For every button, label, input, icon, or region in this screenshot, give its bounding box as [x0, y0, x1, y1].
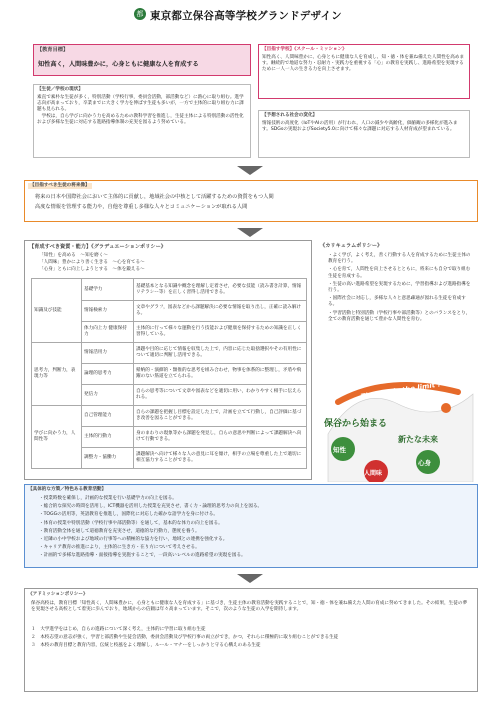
table-row [32, 343, 307, 364]
gp-desc-cell: 基礎基本となる知識や概念を理解し定着させ，必要な技能（読み書き計算，情報リテラシー等）を正しく習得し活用できる。 [134, 279, 307, 301]
list-item: ・計画的で多様な進路指導・面接指導を実施することで，一段高いレベルの進路希望の実現を図る。 [39, 553, 246, 559]
curriculum-policy-tag: 《カリキュラムポリシー》 [320, 243, 383, 249]
student-status-text: 素直で素朴な生徒が多く，特別活動（学校行事，委員会活動，部活動など）に熱心に取り組む。進学志向が高まっており，卒業までに大きく学力を伸ばす生徒も多いが，一方で主体的に取り組む力に課題も見られる。 学校は，自ら学びに向かう力を高めるための教科学習を推進し，生徒主体による特別活動の活性化および多様な生徒に対応する進路指導体制の充実を図るよう努めている。 [37, 95, 244, 125]
start-text: 保谷から始まる [324, 419, 388, 429]
target-student-line2: 高度な情報を管理する能力や，自他を尊重し多様な人々とコミュニケーションが取れる人間 [35, 204, 248, 210]
list-item: １ 大学進学をはじめ，自らの進路について深く考え，主体的に学習に取り組む生徒 [31, 627, 206, 632]
future-society-box [258, 110, 470, 158]
gp-item-cell: 情報活用力 [82, 343, 134, 364]
vision-illustration [318, 374, 478, 482]
list-item: ・TOGGの活用等，英語教育を推進し，国際化に対応した確かな語学力を身に付ける。 [39, 512, 218, 518]
list-item: ・授業時数を確保し，計画的な授業を行い基礎学力の向上を図る。 [39, 496, 177, 501]
gp-item-cell: 体力向上力 健康保持力 [82, 322, 134, 343]
graduation-policy-table [31, 278, 307, 469]
illustration-svg [318, 374, 478, 482]
list-item: ・総合的な探究の時間を活用し，ICT機器を活用した授業を充実させ，書く力・論理的思考力の向上を図る。 [39, 504, 263, 510]
gp-item-cell: 論理的思考力 [82, 364, 134, 385]
admission-policy-list [31, 627, 471, 650]
student-status-tag-visible: 【生徒／学校の現状】 [37, 87, 83, 92]
future-text: 新たな未来 [398, 435, 438, 444]
list-item: ・よく学び，よく考え，善く行動する人を育成するために生徒主体の教育を行う。 [328, 253, 471, 265]
down-arrow-1 [237, 166, 263, 175]
list-item: ・体育の授業や特別活動（学校行事や部活動等）を通して，基本的な体力の向上を図る。 [39, 520, 223, 526]
down-arrow-3 [237, 574, 263, 583]
list-item: ２ 本校志望の意志が強く，学習と部活動や生徒会活動，委員会活動及び学校行事の両立ができ，かつ，それらに積極的に取り組むことができる生徒 [31, 635, 339, 641]
concrete-plans-tag: 【具体的な方策／特色ある教育活動】 [28, 487, 107, 492]
target-student-box [24, 180, 478, 222]
gp-slogan-2: 「人間味」豊かにより善く生きる ～心を育てる～ [39, 260, 145, 265]
future-society-text: 情報技術の高度化（IoTやAIの活用）が行われ，人口の減少や高齢化，価値観の多様化が進みます。SDGsの実現およびSociety5.0に向けて様々な課題に対応する人材育成が望まれている。 [262, 121, 458, 133]
gp-item-cell: 調整力・協働力 [82, 448, 134, 469]
gp-item-cell: 情報検索力 [82, 301, 134, 322]
gp-desc-cell: 主体的に行って様々な運動を行う技能および健康を保持するための知識を正しく習得している。 [134, 322, 307, 343]
graduation-policy-tag: 【育成すべき資質・能力】《グラデュエーションポリシー》 [29, 244, 166, 250]
gp-group-cell: 知識及び技能 [32, 279, 82, 343]
student-status-box [33, 84, 251, 158]
list-item: ・心を育て，人間性を向上させるとともに，将来にも自分で取り組む生徒を育成する。 [328, 267, 471, 279]
table-row [32, 406, 307, 427]
down-arrow-2 [237, 228, 263, 237]
admission-policy-box [24, 588, 478, 692]
concrete-plans-list [39, 496, 473, 560]
list-item: ・教育活動全体を通して道徳教育を充実させ，道徳的な行動力，態度を養う。 [39, 528, 200, 534]
gp-desc-cell: 自らの課題を把握し目標を設定した上で，計画を立てて行動し，自己評価に基づき改善を図ることができる。 [134, 406, 307, 427]
education-goal-tag: 【教育目標】 [37, 47, 69, 53]
concrete-plans-box [24, 484, 478, 568]
list-item: ・キャリア教育の推進により，主体的に生き方・在り方について考えさせる。 [39, 545, 200, 551]
list-item: ３ 本校の教育目標と教育内容，伝統と校風をよく理解し，ルール・マナーをしっかりと守る心構えのある生徒 [31, 643, 261, 649]
gp-item-cell: 自己管理能力 [82, 406, 134, 427]
table-row [32, 279, 307, 301]
bubble-chisei-label: 知性 [333, 446, 346, 454]
page-title: 東京都立保谷高等学校グランドデザイン [150, 10, 342, 22]
target-student-tag: 【目指すべき生徒の将来像】 [30, 183, 90, 188]
gp-item-cell: 発信力 [82, 385, 134, 406]
list-item: ・近隣の小中学校および地域の行事等への積極的な協力を行い，地域との連携を強化する。 [39, 537, 228, 543]
banner-text: The sky is the limit ! [360, 380, 442, 401]
admission-policy-tag: 《アドミッションポリシー》 [28, 592, 88, 597]
gp-item-cell: 基礎学力 [82, 279, 134, 301]
education-goal-text: 知性高く，人間味豊かに，心身ともに健康な人を育成する [38, 61, 199, 68]
curriculum-policy-list [328, 253, 474, 323]
gp-desc-cell: 帰納的・演繹的・類推的な思考を組み合わせ，物事を体系的に整理し，矛盾や飛躍のない筋道を立てられる。 [134, 364, 307, 385]
gp-item-cell: 主体的行動力 [82, 427, 134, 448]
future-society-tag: 【予想される社会の変化】 [262, 113, 318, 118]
gp-desc-cell: 自らの思考等について文章や図表などを適切に用い，わかりやすく相手に伝えられる。 [134, 385, 307, 406]
gp-desc-cell: 課題解決へ向けて様々な人の意見に耳を傾け，相手の立場を尊重した上で適切に相互協力することができる。 [134, 448, 307, 469]
gp-slogan-3: 「心身」ともに向上しようとする ～体を鍛える～ [39, 267, 145, 272]
list-item: ・国際社会に対応し，多様な人々と意思疎通が図れる生徒を育成する。 [328, 296, 466, 308]
education-goal-box [33, 44, 251, 76]
gp-group-cell: 学びに向かう力，人間性等 [32, 406, 82, 469]
school-logo: 都 [134, 8, 146, 20]
list-item: ・学習活動と特別活動（学校行事や部活動等）とのバランスをとり，全ての教育活動を通じて豊かな人間性を育む。 [328, 310, 471, 322]
list-item: ・生徒の高い進路希望を実現するために，学習指導および進路指導を行う。 [328, 281, 471, 294]
gp-desc-cell: 文章やグラフ，図表などから課題解決に必要な情報を取り出し，正確に読み解ける。 [134, 301, 307, 322]
gp-desc-cell: 課題や目的に応じて情報を収集した上で，内容に応じた取捨選択やその有用性について適切に判断し活用できる。 [134, 343, 307, 364]
target-student-line1: 将来の日本や国際社会において主体的に貢献し，地域社会の中核として活躍するための資質をもつ人間 [35, 194, 274, 200]
curriculum-policy-box [318, 240, 476, 370]
bubble-ningenmi-label: 人間味 [364, 470, 383, 477]
school-mission-text: 知性高く、人間味豊かに、心身ともに健康な人を育成し、知・徳・体を兼ね備えた人間性を高めます。継続的で地道な努力・忍耐力・実践力を重視する「心」の教育を実践し、進路希望を実現するために一人一人の生きる力を向上させます。 [262, 55, 465, 73]
school-mission-box [258, 44, 470, 99]
gp-desc-cell: 身のまわりの現象等から課題を発見し，自らの意思や判断によって課題解決へ向けて行動できる。 [134, 427, 307, 448]
graduation-policy-box [24, 240, 312, 480]
school-mission-tag: 【目指す学校】《スクール・ミッション》 [262, 47, 347, 52]
sun-icon [441, 403, 451, 413]
admission-policy-intro: 保谷高校は，教育目標「知性高く，人間味豊かに，心身ともに健康な人を育成する」に基づき，生徒主体の教育活動を実践することで，知・徳・体を兼ね備えた人間の育成に努めてきました。その結果，生徒の夢を実現させる高校として着実に歩んでおり，地域からの信頼は年々高まっています。そこで，次のような生徒の入学を期待します。 [31, 601, 468, 613]
bubble-shinshin-label: 心身 [418, 459, 431, 467]
gp-group-cell: 思考力，判断力，表現力等 [32, 343, 82, 406]
gp-slogan-1: 「知性」を高める ～知を磨く～ [39, 253, 108, 258]
